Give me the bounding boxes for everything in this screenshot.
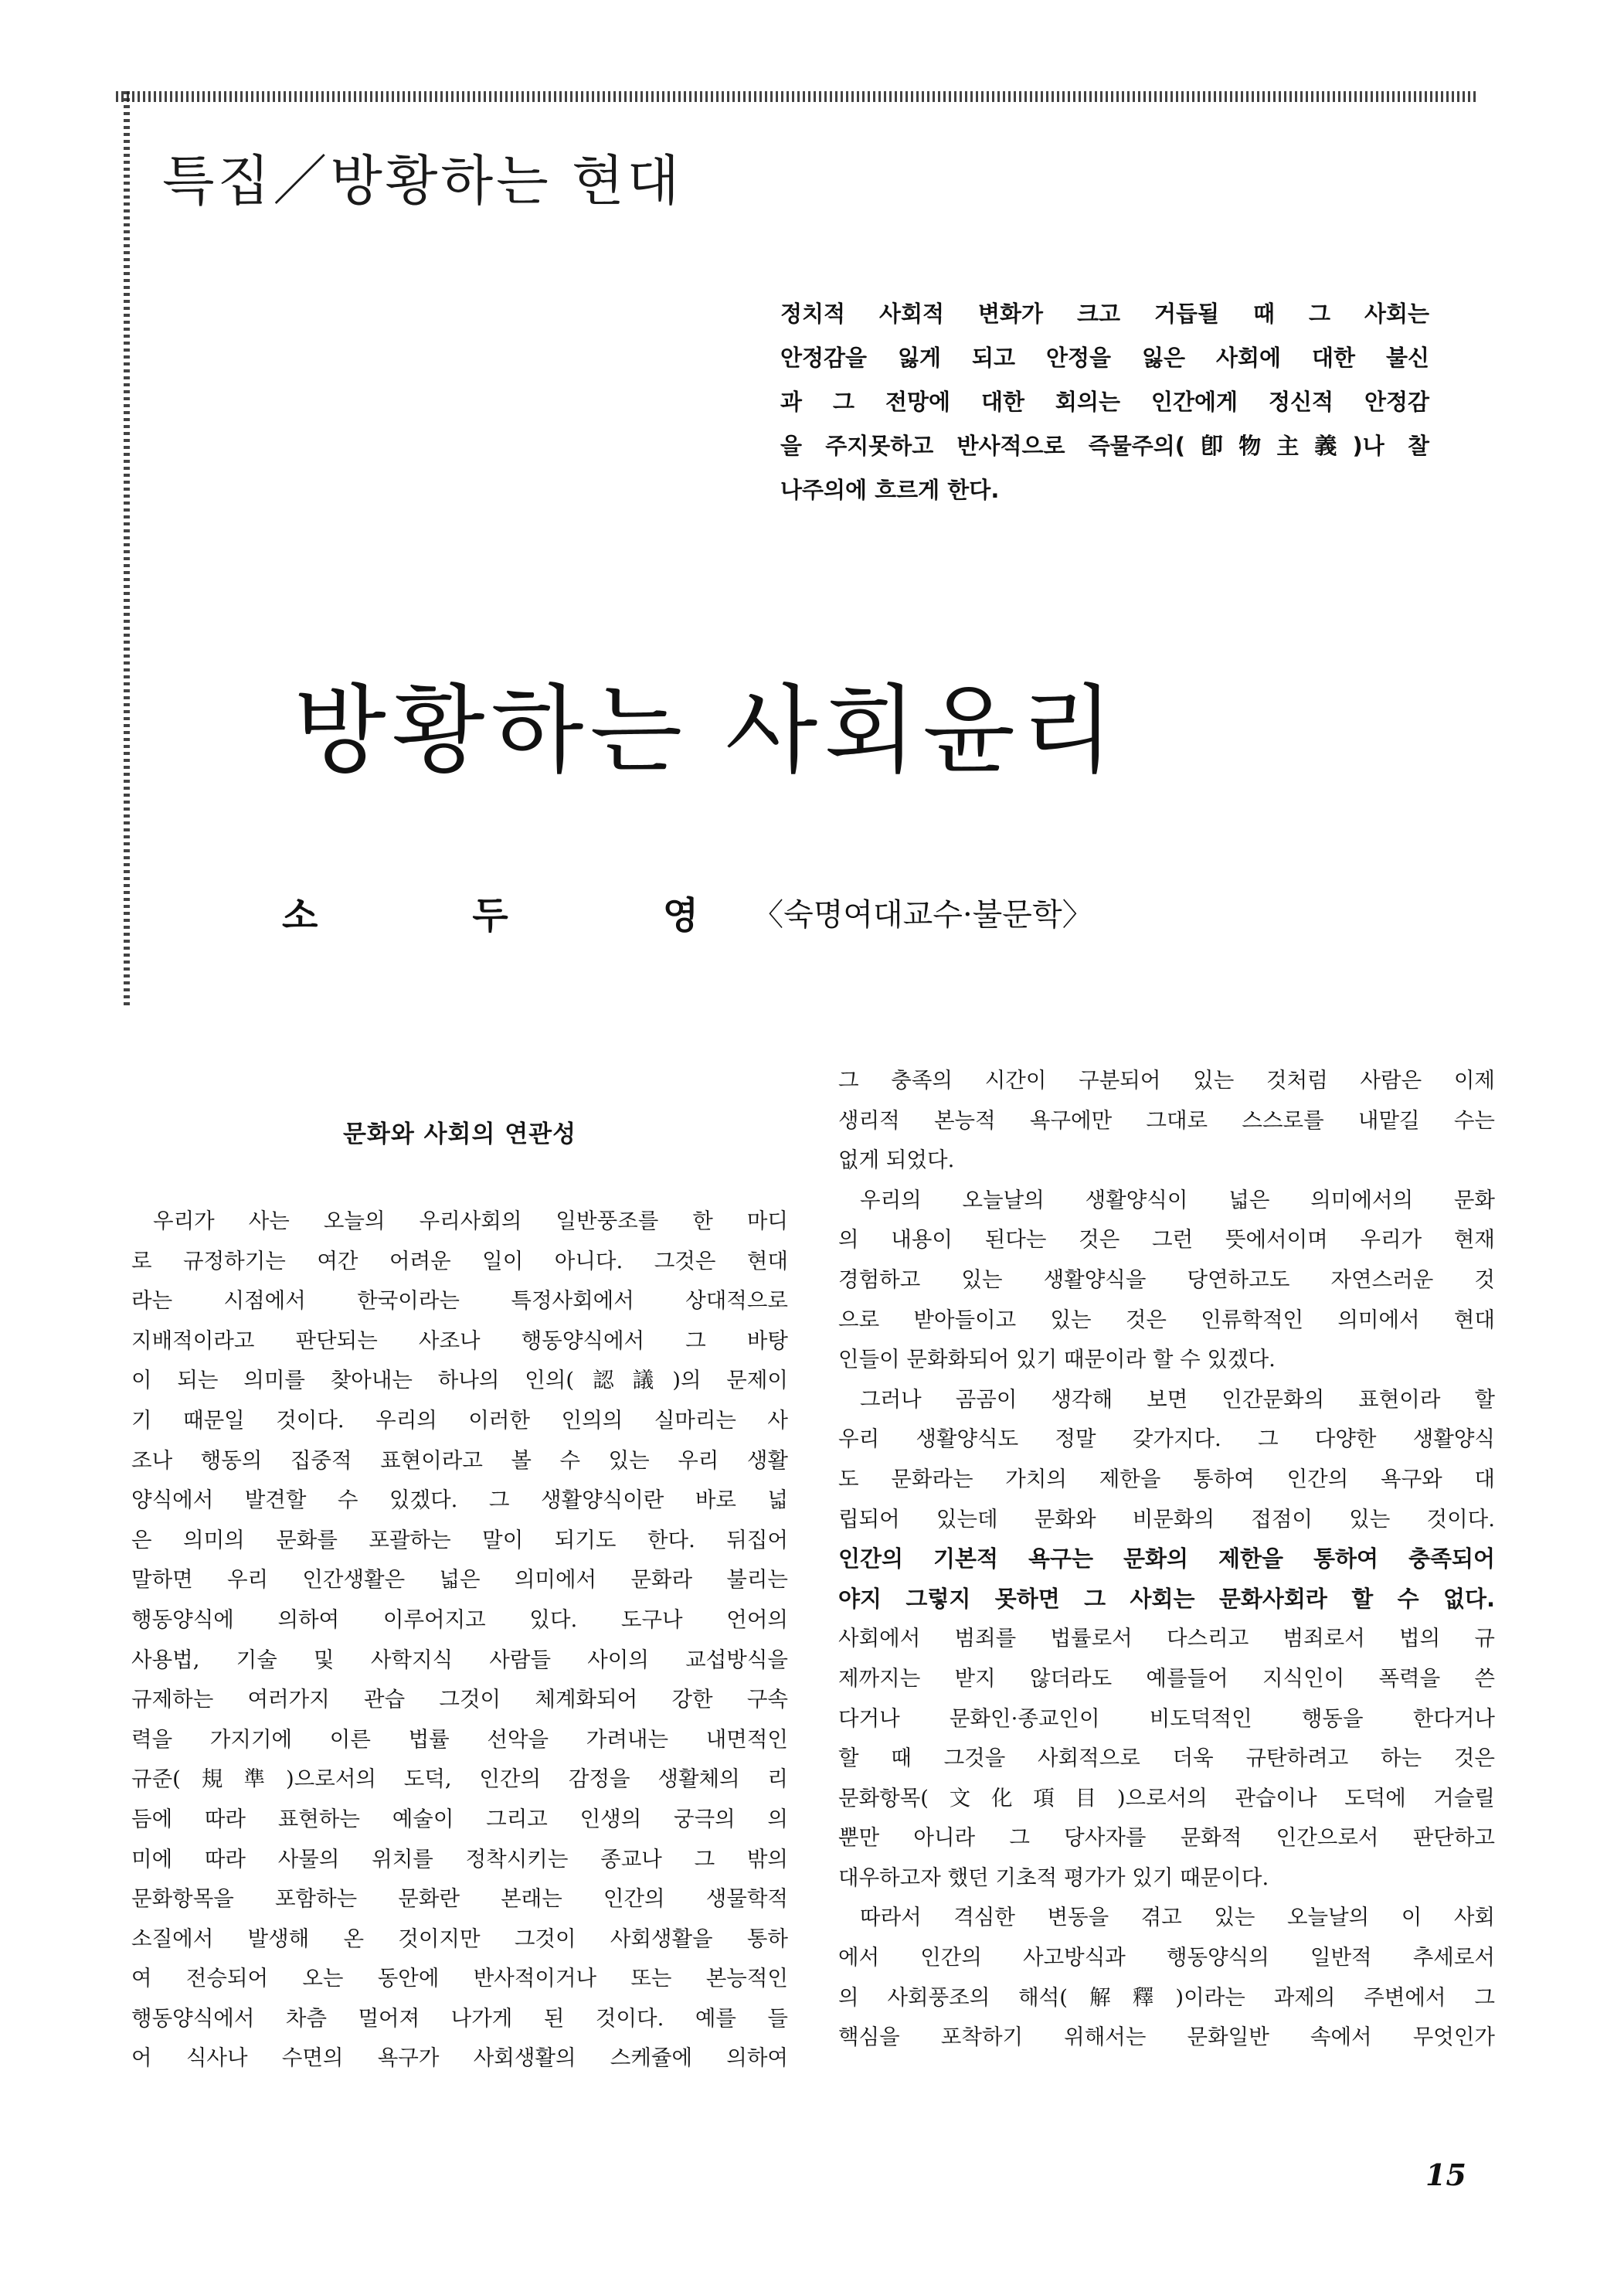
text-line: 에서 인간의 사고방식과 행동양식의 일반적 추세로서 bbox=[838, 1945, 1495, 1970]
text-line: 뿐만 아니라 그 당사자를 문화적 인간으로서 판단하고 bbox=[838, 1825, 1495, 1851]
text-line: 문화항목(文化項目)으로서의 관습이나 도덕에 거슬릴 bbox=[838, 1785, 1495, 1810]
lead-line: 안정감을 잃게 되고 안정을 잃은 사회에 대한 불신 bbox=[780, 345, 1429, 371]
text-line: 력을 가지기에 이른 법률 선악을 가려내는 내면적인 bbox=[131, 1726, 788, 1752]
author-affiliation: 〈숙명여대교수·불문학〉 bbox=[753, 896, 1093, 933]
text-line: 립되어 있는데 문화와 비문화의 접점이 있는 것이다. bbox=[838, 1506, 1495, 1532]
left-border-rule bbox=[124, 91, 130, 1007]
text-line: 의 내용이 된다는 것은 그런 뜻에서이며 우리가 현재 bbox=[838, 1227, 1495, 1253]
emphasis-line: 인간의 기본적 욕구는 문화의 제한을 통하여 충족되어 bbox=[838, 1545, 1495, 1572]
text-line: 우리 생활양식도 정말 갖가지다. 그 다양한 생활양식 bbox=[838, 1426, 1495, 1452]
text-line: 문화항목을 포함하는 문화란 본래는 인간의 생물학적 bbox=[131, 1886, 788, 1912]
text-line: 으로 받아들이고 있는 것은 인류학적인 의미에서 현대 bbox=[838, 1307, 1495, 1332]
text-line: 사회에서 범죄를 법률로서 다스리고 범죄로서 법의 규 bbox=[838, 1626, 1495, 1651]
text-line: 기 때문일 것이다. 우리의 이러한 인의의 실마리는 사 bbox=[131, 1407, 788, 1433]
text-line: 지배적이라고 판단되는 사조나 행동양식에서 그 바탕 bbox=[131, 1328, 788, 1353]
text-line: 없게 되었다. bbox=[838, 1148, 955, 1173]
text-line: 우리가 사는 오늘의 우리사회의 일반풍조를 한 마디 bbox=[153, 1209, 788, 1233]
left-body-text bbox=[131, 1202, 788, 2079]
emphasis-line: 야지 그렇지 못하면 그 사회는 문화사회라 할 수 없다. bbox=[838, 1585, 1495, 1612]
section-heading: 문화와 사회의 연관성 bbox=[342, 1120, 577, 1148]
lead-line: 과 그 전망에 대한 회의는 인간에게 정신적 안정감 bbox=[780, 389, 1429, 415]
text-line: 경험하고 있는 생활양식을 당연하고도 자연스러운 것 bbox=[838, 1266, 1495, 1292]
text-line: 소질에서 발생해 온 것이지만 그것이 사회생활을 통하 bbox=[131, 1926, 788, 1951]
text-line: 듬에 따라 표현하는 예술이 그리고 인생의 궁극의 의 bbox=[131, 1806, 788, 1831]
text-line: 행동양식에 의하여 이루어지고 있다. 도구나 언어의 bbox=[131, 1606, 788, 1632]
text-line: 다거나 문화인·종교인이 비도덕적인 행동을 한다거나 bbox=[838, 1705, 1495, 1731]
text-line: 핵심을 포착하기 위해서는 문화일반 속에서 무엇인가 bbox=[838, 2025, 1495, 2050]
author-name: 소두영 bbox=[282, 893, 854, 937]
lead-line: 을 주지못하고 반사적으로 즉물주의(卽物主義)나 찰 bbox=[780, 433, 1429, 459]
left-column bbox=[131, 1059, 788, 2079]
text-line: 도 문화라는 가치의 제한을 통하여 인간의 욕구와 대 bbox=[838, 1466, 1495, 1491]
lead-paragraph bbox=[780, 292, 1429, 512]
text-line: 양식에서 발견할 수 있겠다. 그 생활양식이란 바로 넓 bbox=[131, 1488, 788, 1513]
page-number: 15 bbox=[1425, 2157, 1466, 2192]
text-line: 규제하는 여러가지 관습 그것이 체계화되어 강한 구속 bbox=[131, 1687, 788, 1712]
top-border-rule bbox=[116, 91, 1476, 102]
text-line: 인들이 문화화되어 있기 때문이라 할 수 있겠다. bbox=[838, 1347, 1276, 1372]
text-line: 규준(規準)으로서의 도덕, 인간의 감정을 생활체의 리 bbox=[131, 1766, 788, 1792]
right-column bbox=[838, 1061, 1495, 2058]
text-line: 이 되는 의미를 찾아내는 하나의 인의(認議)의 문제이 bbox=[131, 1368, 788, 1393]
text-line: 사용법, 기술 및 사학지식 사람들 사이의 교섭방식을 bbox=[131, 1647, 788, 1672]
text-line: 제까지는 받지 않더라도 예를들어 지식인이 폭력을 쓴 bbox=[838, 1665, 1495, 1691]
text-line: 행동양식에서 차츰 멀어져 나가게 된 것이다. 예를 들 bbox=[131, 2005, 788, 2031]
text-line: 생리적 본능적 욕구에만 그대로 스스로를 내맡길 수는 bbox=[838, 1107, 1495, 1133]
text-line: 말하면 우리 인간생활은 넓은 의미에서 문화라 불리는 bbox=[131, 1567, 788, 1593]
text-line: 미에 따라 사물의 위치를 정착시키는 종교나 그 밖의 bbox=[131, 1846, 788, 1872]
text-line: 할 때 그것을 사회적으로 더욱 규탄하려고 하는 것은 bbox=[838, 1746, 1495, 1771]
text-line: 여 전승되어 오는 동안에 반사적이거나 또는 본능적인 bbox=[131, 1966, 788, 1991]
right-body-text bbox=[838, 1061, 1495, 2058]
text-line: 대우하고자 했던 기초적 평가가 있기 때문이다. bbox=[838, 1865, 1269, 1890]
byline bbox=[282, 881, 1093, 943]
text-line: 그 충족의 시간이 구분되어 있는 것처럼 사람은 이제 bbox=[838, 1068, 1495, 1093]
lead-line: 나주의에 흐르게 한다. bbox=[780, 477, 1000, 503]
text-line: 로 규정하기는 여간 어려운 일이 아니다. 그것은 현대 bbox=[131, 1248, 788, 1273]
text-line: 우리의 오늘날의 생활양식이 넓은 의미에서의 문화 bbox=[860, 1187, 1495, 1212]
article-title: 방황하는 사회윤리 bbox=[294, 675, 1120, 787]
text-line: 그러나 곰곰이 생각해 보면 인간문화의 표현이라 할 bbox=[860, 1386, 1495, 1412]
text-line: 조나 행동의 집중적 표현이라고 볼 수 있는 우리 생활 bbox=[131, 1447, 788, 1473]
series-title: 특집／방황하는 현대 bbox=[162, 149, 683, 212]
text-line: 의 사회풍조의 해석(解釋)이라는 과제의 주변에서 그 bbox=[838, 1984, 1495, 2010]
lead-line: 정치적 사회적 변화가 크고 거듭될 때 그 사회는 bbox=[780, 301, 1429, 327]
text-line: 은 의미의 문화를 포괄하는 말이 되기도 한다. 뒤집어 bbox=[131, 1527, 788, 1552]
text-line: 어 식사나 수면의 욕구가 사회생활의 스케쥴에 의하여 bbox=[131, 2045, 788, 2071]
text-line: 따라서 격심한 변동을 겪고 있는 오늘날의 이 사회 bbox=[860, 1905, 1495, 1930]
text-line: 라는 시점에서 한국이라는 특정사회에서 상대적으로 bbox=[131, 1288, 788, 1314]
